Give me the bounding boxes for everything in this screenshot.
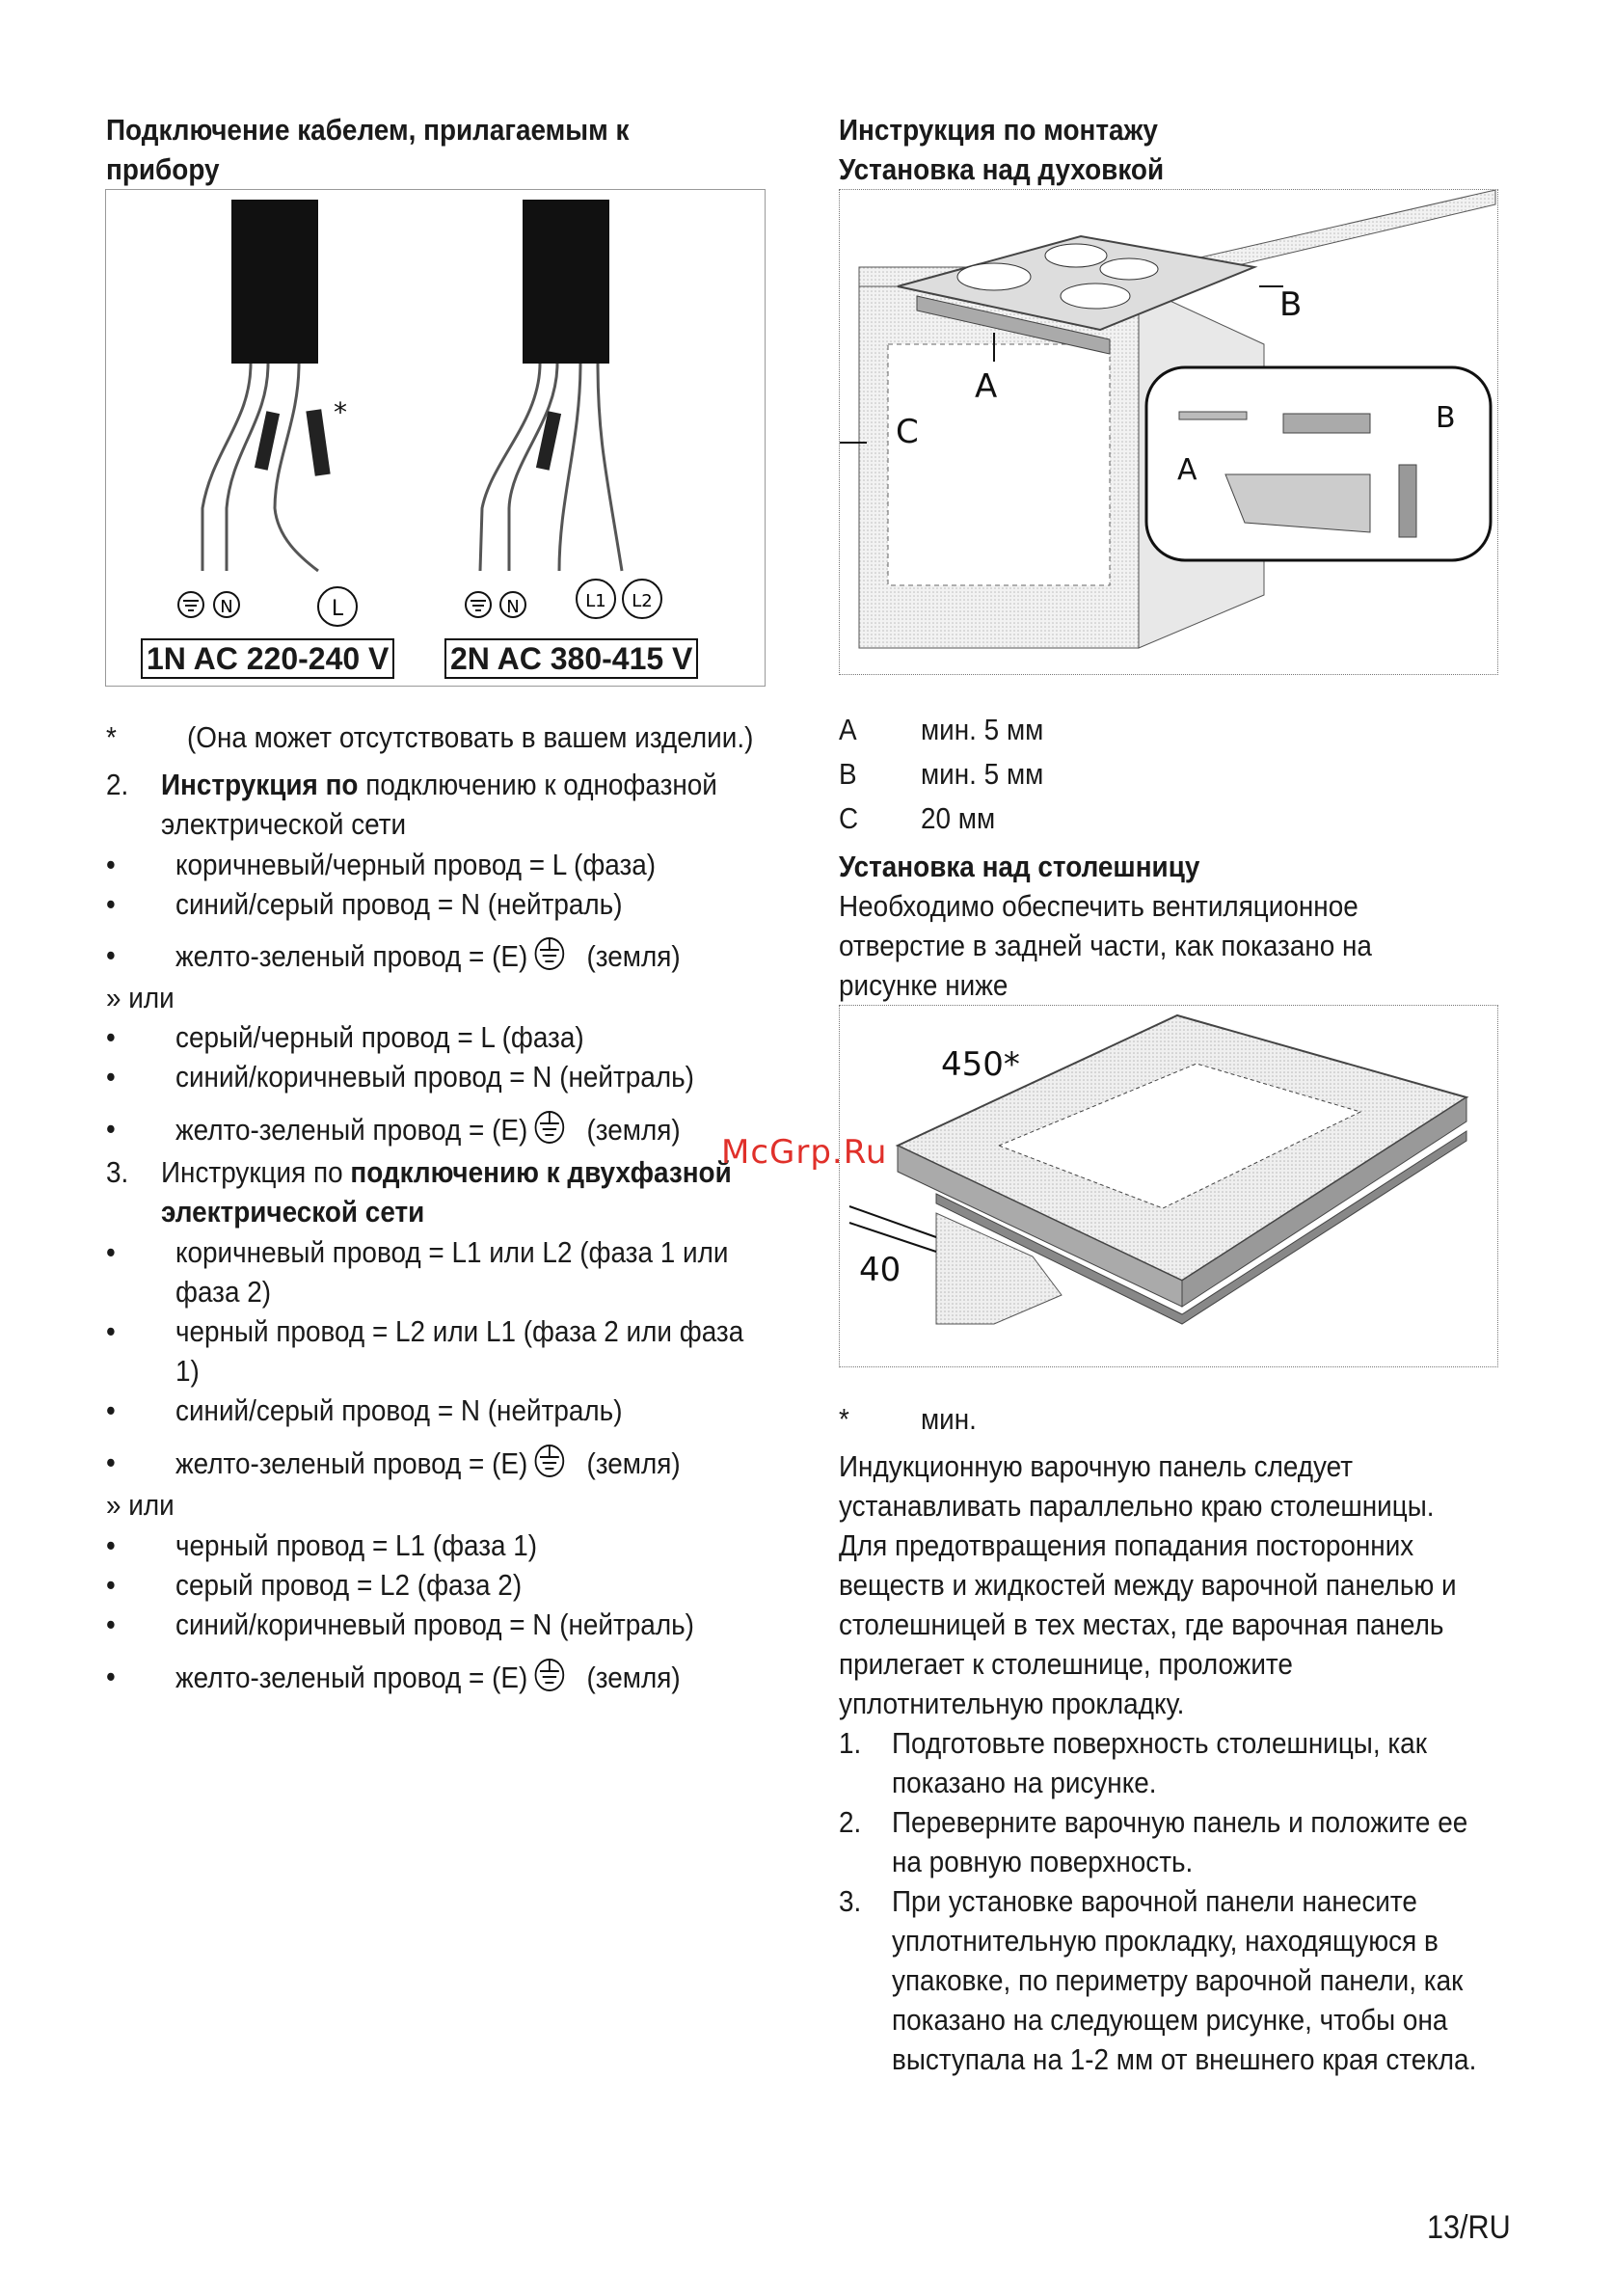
step-number: 2. (839, 1805, 862, 1839)
ground-wire-text: желто-зеленый провод = (E) (175, 1113, 528, 1147)
ground-wire-suffix: (земля) (586, 939, 681, 973)
countertop-svg (840, 1006, 1497, 1366)
or-separator: » или (106, 981, 175, 1014)
bullet: • (106, 1660, 116, 1693)
step-line: выступала на 1-2 мм от внешнего края стекла. (892, 2042, 1477, 2076)
wiring-diagram (105, 189, 766, 687)
step-line: показано на рисунке. (892, 1766, 1157, 1799)
bullet: • (106, 1568, 116, 1602)
ground-wire-suffix: (земля) (586, 1113, 681, 1147)
section-2-title-rest: подключению к однофазной (358, 768, 717, 801)
paragraph-line: веществ и жидкостей между варочной панелью и (839, 1568, 1457, 1602)
vent-text-line: отверстие в задней части, как показано на (839, 929, 1372, 962)
voltage-label-two-phase: 2N AC 380-415 V (444, 638, 698, 679)
footnote-mark: * (106, 720, 117, 754)
ground-wire-item (175, 1109, 681, 1149)
section-3-title-line-2: электрической сети (161, 1195, 425, 1229)
bullet: • (106, 1235, 116, 1269)
earth-ground-icon (533, 1443, 566, 1479)
list-item: серый провод = L2 (фаза 2) (175, 1568, 523, 1602)
list-item: коричневый/черный провод = L (фаза) (175, 848, 657, 881)
ground-wire-item (175, 935, 681, 976)
list-item: синий/серый провод = N (нейтраль) (175, 887, 623, 921)
bullet: • (106, 1314, 116, 1348)
dim-key-a: A (839, 713, 857, 746)
paragraph-line: устанавливать параллельно краю столешницы. (839, 1489, 1435, 1523)
ground-wire-suffix: (земля) (586, 1661, 681, 1694)
earth-ground-icon (533, 935, 566, 972)
watermark: McGrp.Ru (721, 1133, 888, 1172)
left-heading-line-1: Подключение кабелем, прилагаемым к (106, 113, 630, 147)
bullet: • (106, 1112, 116, 1146)
paragraph-line: прилегает к столешнице, проложите (839, 1647, 1293, 1681)
terminal-n-label: N (220, 597, 233, 617)
list-item: серый/черный провод = L (фаза) (175, 1020, 584, 1054)
list-item: синий/коричневый провод = N (нейтраль) (175, 1607, 694, 1641)
or-separator: » или (106, 1488, 175, 1522)
paragraph-line: столешницей в тех местах, где варочная панель (839, 1607, 1444, 1641)
earth-ground-icon (533, 1657, 566, 1693)
paragraph-line: Для предотвращения попадания посторонних (839, 1528, 1414, 1562)
vent-text-line: Необходимо обеспечить вентиляционное (839, 889, 1358, 923)
inset-label-a: A (1177, 453, 1197, 487)
bullet: • (106, 1445, 116, 1479)
section-2-title (161, 765, 717, 804)
dim-key-c: C (839, 801, 859, 835)
right-heading-1: Инструкция по монтажу (839, 113, 1158, 147)
bullet: • (106, 1060, 116, 1094)
step-number: 1. (839, 1726, 862, 1760)
dim-label-c: C (896, 413, 919, 451)
dim-value-a: мин. 5 мм (921, 713, 1044, 746)
ground-wire-text: желто-зеленый провод = (E) (175, 1661, 528, 1694)
dim-label-40: 40 (859, 1251, 901, 1289)
ground-wire-item (175, 1657, 681, 1697)
list-item-cont: фаза 2) (175, 1275, 272, 1309)
step-line: показано на следующем рисунке, чтобы она (892, 2003, 1448, 2037)
paragraph-line: уплотнительную прокладку. (839, 1687, 1185, 1720)
list-item: синий/серый провод = N (нейтраль) (175, 1393, 623, 1427)
step-line: Переверните варочную панель и положите ее (892, 1805, 1468, 1839)
wiring-diagram-svg (106, 190, 765, 686)
bullet: • (106, 1528, 116, 1562)
step-line: При установке варочной панели нанесите (892, 1884, 1417, 1918)
right-heading-3: Установка над столешницу (839, 850, 1200, 883)
dim-label-450: 450* (941, 1045, 1020, 1084)
oven-install-diagram (839, 189, 1498, 675)
footnote-text: (Она может отсутствовать в вашем изделии.) (187, 720, 754, 754)
min-note-mark: * (839, 1402, 849, 1436)
ground-wire-text: желто-зеленый провод = (E) (175, 1446, 528, 1480)
voltage-label-single-phase: 1N AC 220-240 V (141, 638, 394, 679)
step-line: уплотнительную прокладку, находящуюся в (892, 1924, 1439, 1958)
zoom-inset (1146, 367, 1491, 560)
bullet: • (106, 1393, 116, 1427)
section-2-title-bold: Инструкция по (161, 768, 359, 801)
terminal-n-label-2: N (506, 597, 520, 617)
section-3-number: 3. (106, 1155, 129, 1189)
dim-key-b: B (839, 757, 857, 791)
step-line: Подготовьте поверхность столешницы, как (892, 1726, 1427, 1760)
bullet: • (106, 887, 116, 921)
step-number: 3. (839, 1884, 862, 1918)
step-line: на ровную поверхность. (892, 1845, 1194, 1878)
list-item: коричневый провод = L1 или L2 (фаза 1 или (175, 1235, 729, 1269)
oven-install-svg (840, 190, 1497, 674)
dim-value-b: мин. 5 мм (921, 757, 1044, 791)
dim-label-a: A (975, 367, 998, 406)
ground-wire-suffix: (земля) (586, 1446, 681, 1480)
asterisk-mark: * (334, 396, 347, 428)
bullet: • (106, 1607, 116, 1641)
section-2-number: 2. (106, 768, 129, 801)
paragraph-line: Индукционную варочную панель следует (839, 1449, 1354, 1483)
cable-sheath-single-phase (231, 200, 318, 364)
min-note-text: мин. (921, 1402, 977, 1436)
ground-wire-text: желто-зеленый провод = (E) (175, 939, 528, 973)
section-3-title-plain: Инструкция по (161, 1155, 351, 1189)
bullet: • (106, 938, 116, 972)
countertop-diagram (839, 1005, 1498, 1367)
cable-sheath-two-phase (523, 200, 609, 364)
dim-label-b: B (1279, 285, 1303, 324)
ground-wire-item (175, 1443, 681, 1483)
page-number: 13/RU (1427, 2209, 1511, 2246)
terminal-l1-label: L1 (585, 591, 606, 611)
right-heading-2: Установка над духовкой (839, 152, 1165, 186)
vent-text-line: рисунке ниже (839, 968, 1009, 1002)
section-3-title-bold: подключению к двухфазной (350, 1155, 732, 1189)
inset-label-b: B (1436, 401, 1456, 435)
list-item: черный провод = L1 (фаза 1) (175, 1528, 538, 1562)
list-item: синий/коричневый провод = N (нейтраль) (175, 1060, 694, 1094)
section-2-title-line-2: электрической сети (161, 807, 407, 841)
section-3-title (161, 1152, 732, 1192)
list-item: черный провод = L2 или L1 (фаза 2 или фаза (175, 1314, 744, 1348)
earth-ground-icon (533, 1109, 566, 1146)
bullet: • (106, 848, 116, 881)
step-line: упаковке, по периметру варочной панели, как (892, 1963, 1464, 1997)
left-heading-line-2: прибору (106, 152, 220, 186)
bullet: • (106, 1020, 116, 1054)
dim-value-c: 20 мм (921, 801, 996, 835)
list-item-cont: 1) (175, 1354, 200, 1388)
terminal-l2-label: L2 (632, 591, 653, 611)
terminal-l-label: L (331, 597, 344, 621)
